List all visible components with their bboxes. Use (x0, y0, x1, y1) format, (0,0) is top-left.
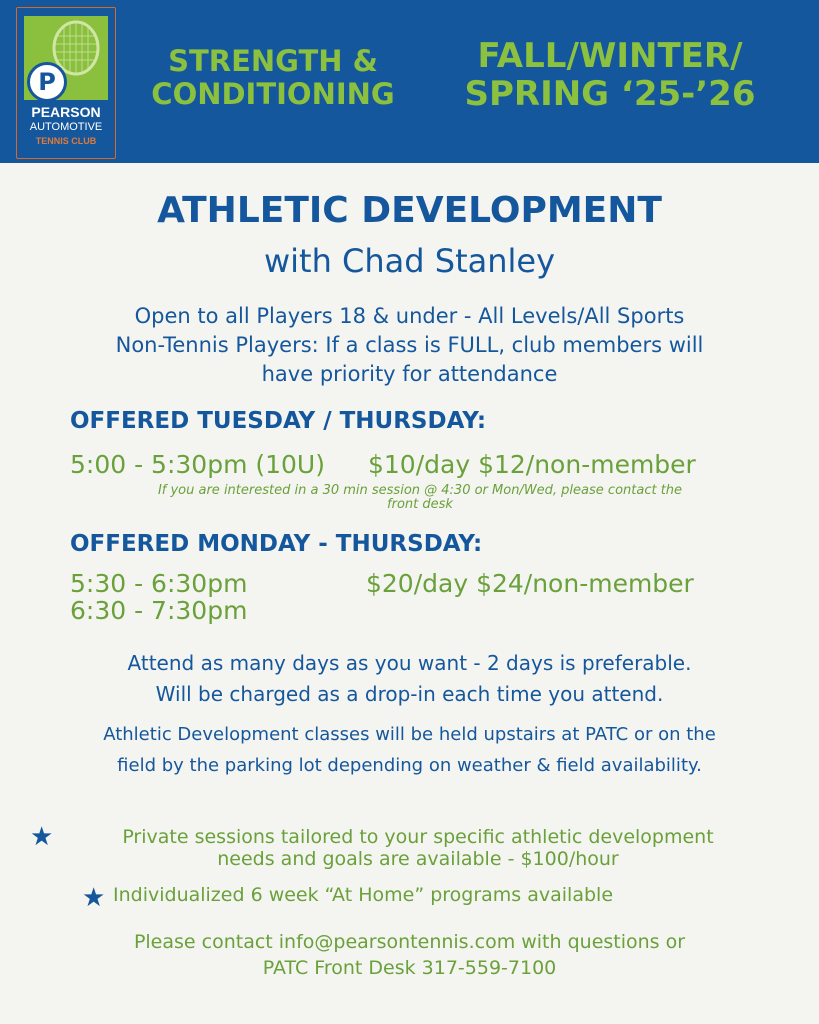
private-sessions-line1: Private sessions tailored to your specific athletic development (122, 826, 714, 848)
tue-thu-price: $10/day $12/non-member (368, 450, 696, 479)
section-mon-thu-heading: OFFERED MONDAY - THURSDAY: (70, 531, 483, 557)
contact-info (0, 929, 819, 981)
star-icon: ★ (30, 822, 54, 852)
private-sessions-line2: needs and goals are available - $100/hour (217, 848, 619, 870)
tue-thu-note-line2: front desk (387, 497, 453, 512)
season-title-line1: FALL/WINTER/ (477, 36, 743, 76)
program-title-line2: CONDITIONING (151, 77, 395, 111)
eligibility-text (0, 302, 819, 389)
page-title: ATHLETIC DEVELOPMENT (157, 190, 662, 231)
program-title (128, 45, 418, 111)
tue-thu-note (60, 484, 780, 512)
location-info (0, 719, 819, 781)
eligibility-line2: Non-Tennis Players: If a class is FULL, club members will (115, 333, 704, 357)
season-title-line2: SPRING ‘25-’26 (464, 74, 756, 114)
season-title (440, 37, 780, 113)
eligibility-line3: have priority for attendance (261, 362, 558, 386)
location-line2: field by the parking lot depending on weather & field availability. (117, 755, 702, 776)
attendance-line2: Will be charged as a drop-in each time you attend. (155, 682, 664, 706)
private-sessions-text (58, 826, 778, 870)
tue-thu-time: 5:00 - 5:30pm (10U) (70, 450, 325, 479)
contact-line2: PATC Front Desk 317-559-7100 (262, 957, 557, 979)
page-subtitle: with Chad Stanley (263, 242, 556, 280)
club-logo (16, 7, 116, 159)
mon-thu-time-2: 6:30 - 7:30pm (70, 596, 248, 625)
attendance-line1: Attend as many days as you want - 2 days is preferable. (127, 651, 692, 675)
contact-line1: Please contact info@pearsontennis.com with questions or (133, 931, 686, 953)
logo-line-pearson: PEARSON (31, 104, 101, 120)
mon-thu-time-1: 5:30 - 6:30pm (70, 569, 248, 598)
star-icon: ★ (82, 883, 106, 913)
tue-thu-note-line1: If you are interested in a 30 min session @ 4:30 or Mon/Wed, please contact the (157, 483, 683, 498)
section-tue-thu-heading: OFFERED TUESDAY / THURSDAY: (70, 408, 487, 434)
attendance-info (0, 648, 819, 710)
logo-p-badge-icon: P (27, 62, 67, 102)
logo-line-automotive: AUTOMOTIVE (29, 121, 103, 133)
mon-thu-price: $20/day $24/non-member (366, 569, 694, 598)
header-banner (0, 0, 819, 163)
home-programs-text: Individualized 6 week “At Home” programs available (113, 884, 614, 906)
logo-line-tennis-club: TENNIS CLUB (35, 136, 97, 146)
program-title-line1: STRENGTH & (168, 44, 378, 78)
eligibility-line1: Open to all Players 18 & under - All Levels/All Sports (134, 304, 685, 328)
location-line1: Athletic Development classes will be held upstairs at PATC or on the (103, 724, 716, 745)
